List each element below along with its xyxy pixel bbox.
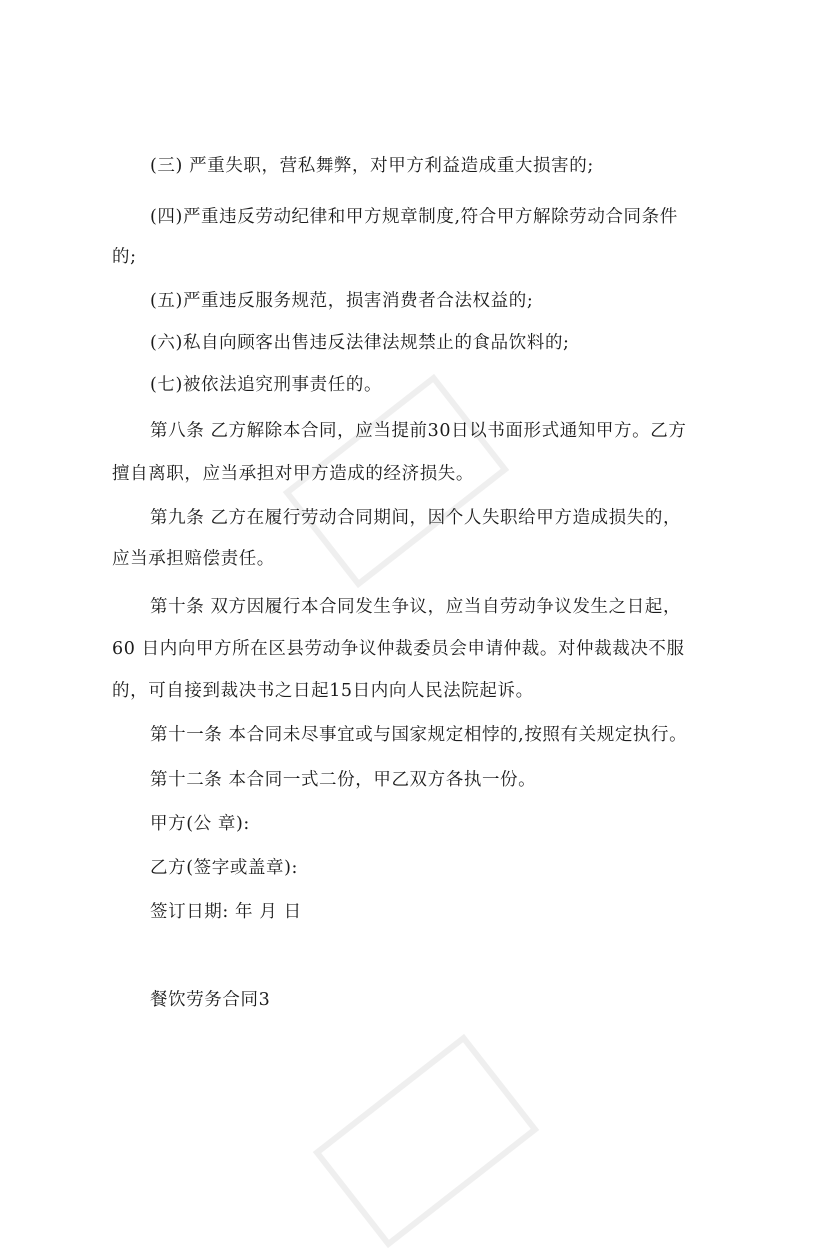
clause-7: (七)被依法追究刑事责任的。 bbox=[150, 375, 383, 395]
article-9-cont: 应当承担赔偿责任。 bbox=[112, 549, 275, 569]
next-section-title: 餐饮劳务合同3 bbox=[150, 990, 271, 1010]
article-8: 第八条 乙方解除本合同，应当提前30日以书面形式通知甲方。乙方 bbox=[150, 421, 687, 441]
article-9: 第九条 乙方在履行劳动合同期间，因个人失职给甲方造成损失的， bbox=[150, 508, 682, 528]
clause-5: (五)严重违反服务规范，损害消费者合法权益的; bbox=[150, 291, 534, 311]
party-b-signature: 乙方(签字或盖章): bbox=[150, 858, 299, 878]
article-10: 第十条 双方因履行本合同发生争议，应当自劳动争议发生之日起， bbox=[150, 597, 682, 617]
article-11: 第十一条 本合同未尽事宜或与国家规定相悖的,按照有关规定执行。 bbox=[150, 725, 688, 745]
article-12: 第十二条 本合同一式二份，甲乙双方各执一份。 bbox=[150, 770, 537, 790]
clause-4: (四)严重违反劳动纪律和甲方规章制度,符合甲方解除劳动合同条件 bbox=[150, 207, 678, 227]
article-10-cont-2: 的，可自接到裁决书之日起15日内向人民法院起诉。 bbox=[112, 681, 534, 701]
watermark-frame bbox=[313, 1034, 539, 1248]
article-10-cont-1: 60 日内向甲方所在区县劳动争议仲裁委员会申请仲裁。对仲裁裁决不服 bbox=[112, 639, 685, 659]
article-8-cont: 擅自离职，应当承担对甲方造成的经济损失。 bbox=[112, 464, 474, 484]
clause-6: (六)私自向顾客出售违反法律法规禁止的食品饮料的; bbox=[150, 333, 570, 353]
party-a-seal: 甲方(公 章): bbox=[150, 814, 250, 834]
clause-3: (三) 严重失职，营私舞弊，对甲方利益造成重大损害的; bbox=[150, 156, 594, 176]
signing-date: 签订日期: 年 月 日 bbox=[150, 902, 302, 922]
clause-4-cont: 的; bbox=[112, 247, 137, 267]
